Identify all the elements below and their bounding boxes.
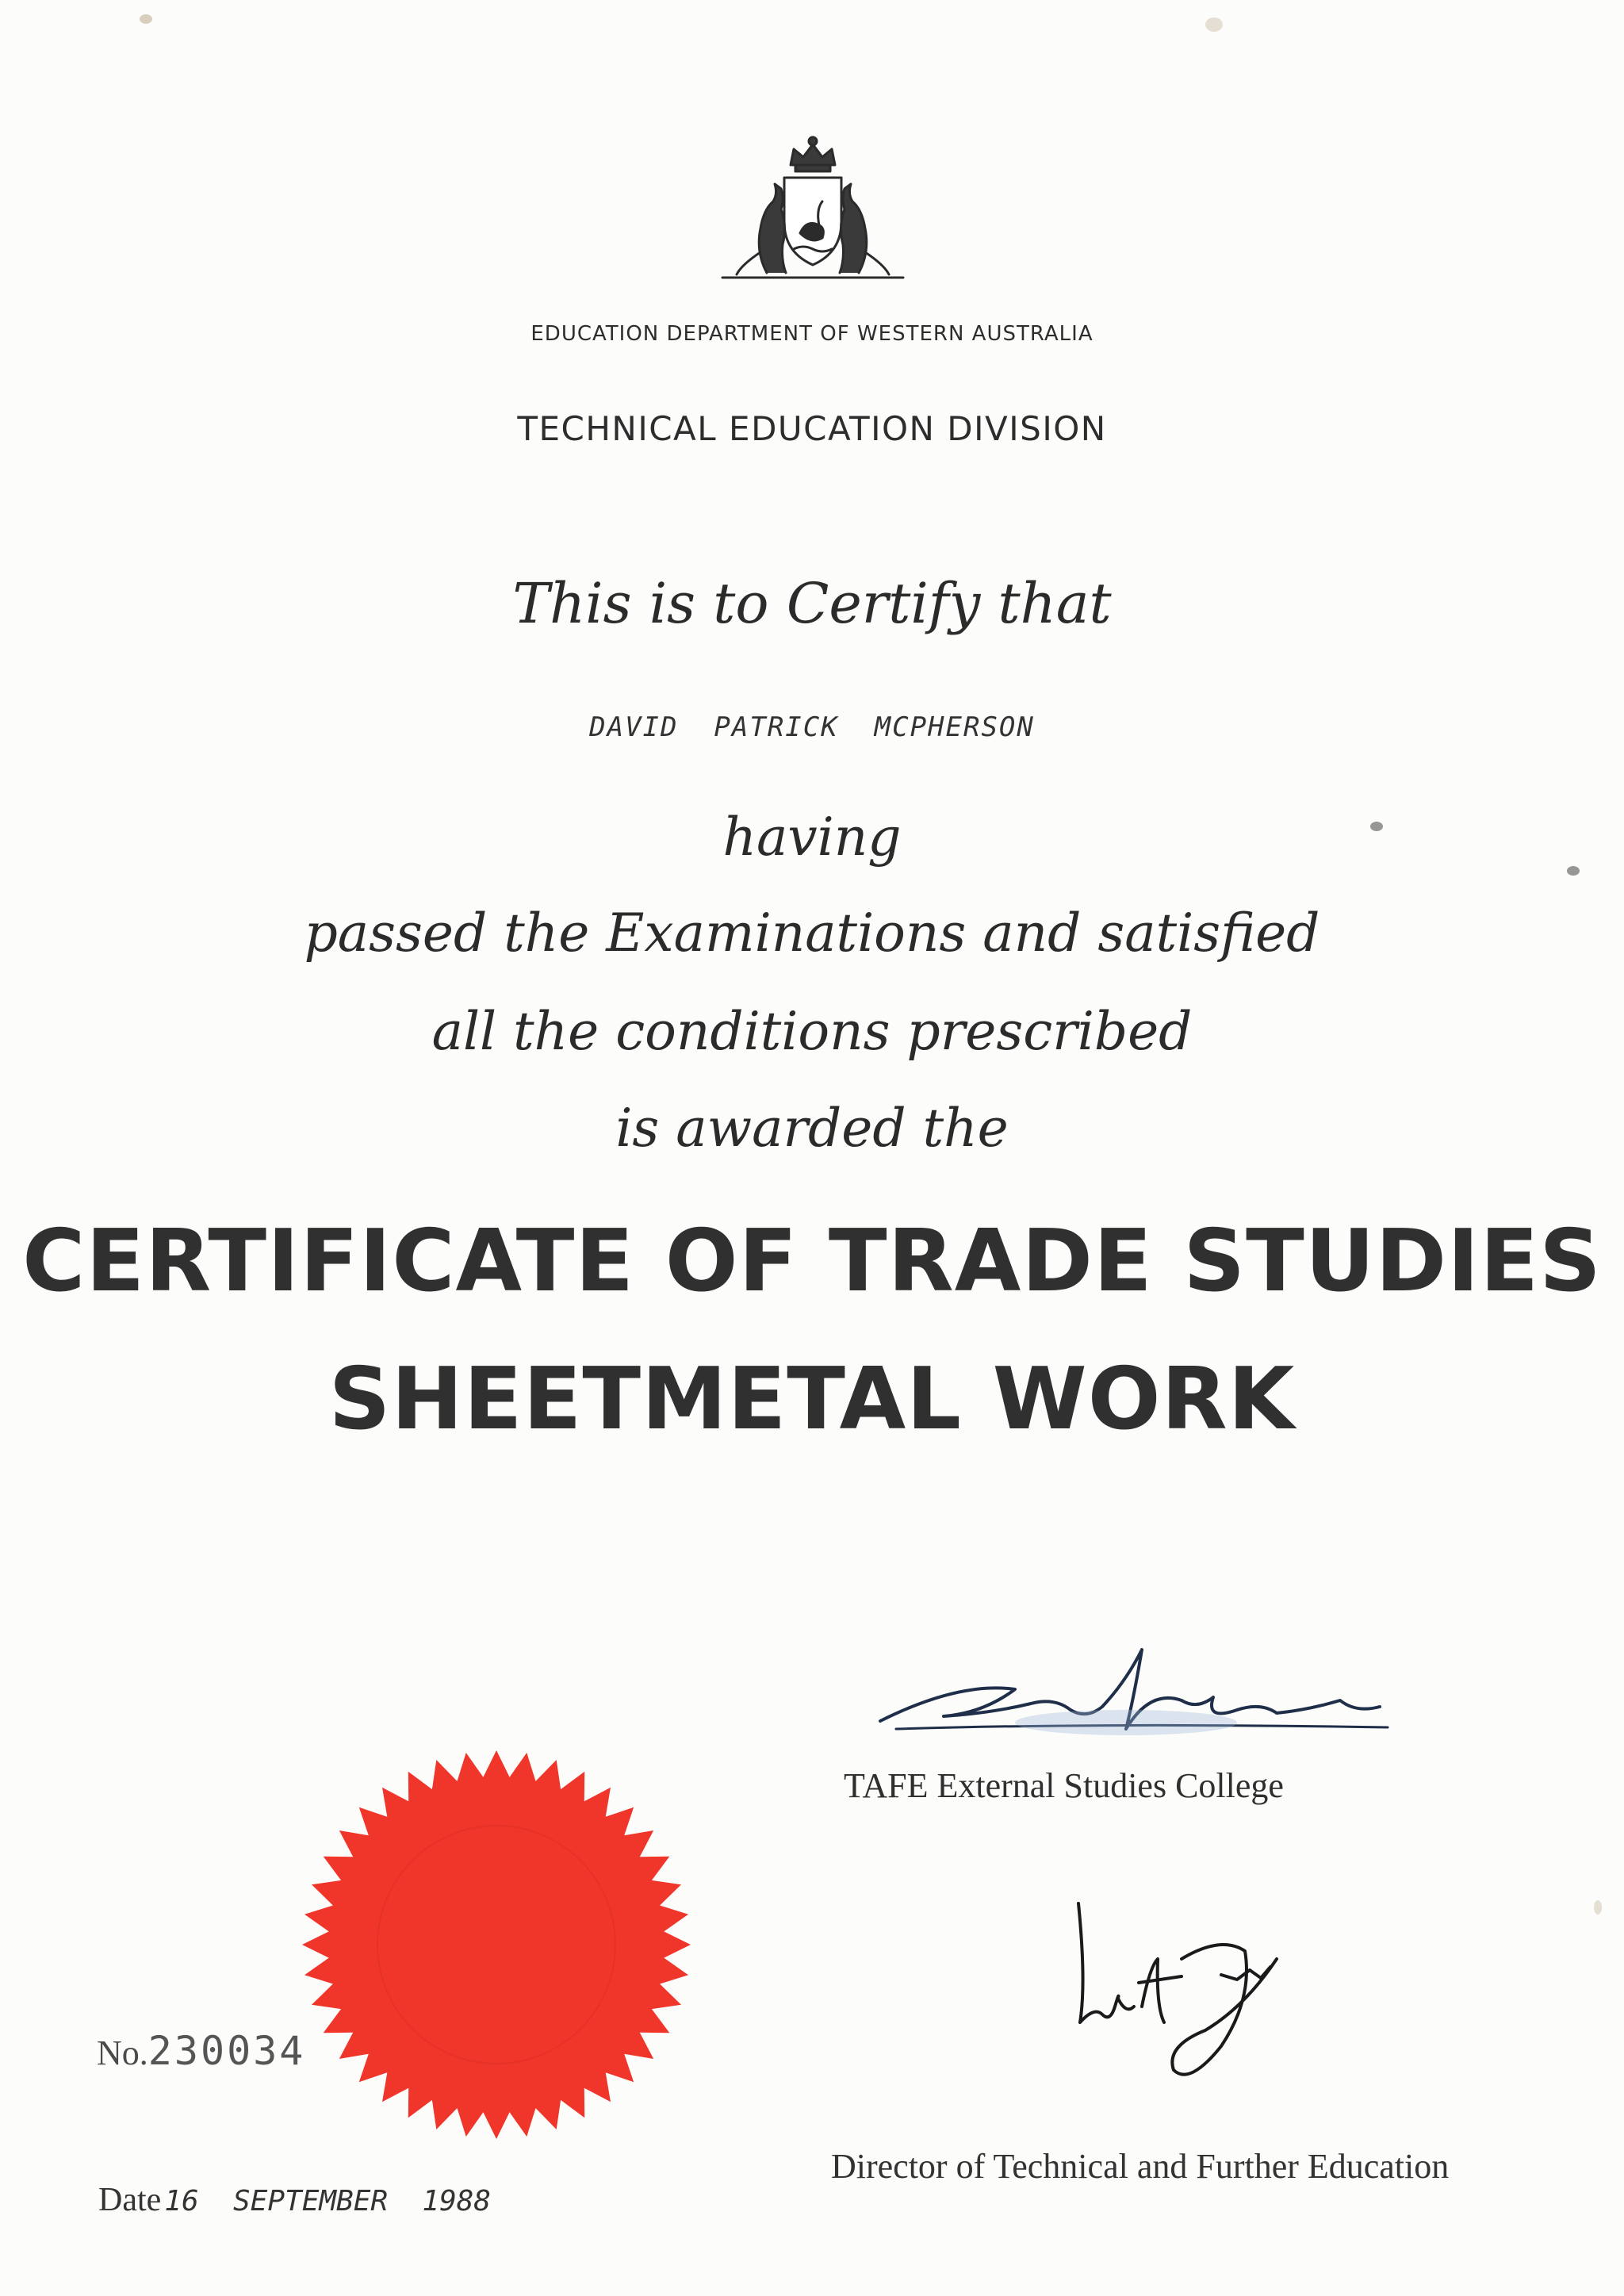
department-heading: EDUCATION DEPARTMENT OF WESTERN AUSTRALIA bbox=[530, 322, 1094, 346]
paper-speck bbox=[140, 14, 152, 24]
number-prefix: No. bbox=[97, 2033, 148, 2072]
director-signatory-label: Director of Technical and Further Education bbox=[831, 2147, 1450, 2186]
awarded-text: is awarded the bbox=[615, 1098, 1009, 1159]
director-signature bbox=[1063, 1888, 1316, 2110]
having-text: having bbox=[722, 807, 902, 868]
college-signatory-label: TAFE External Studies College bbox=[844, 1766, 1284, 1805]
conditions-text: all the conditions prescribed bbox=[431, 1001, 1193, 1062]
college-signature bbox=[864, 1634, 1404, 1753]
issue-date bbox=[98, 2181, 491, 2219]
date-value: 16 SEPTEMBER 1988 bbox=[164, 2185, 492, 2217]
certificate-number bbox=[97, 2028, 305, 2074]
date-label: Date bbox=[98, 2182, 162, 2218]
award-title: CERTIFICATE OF TRADE STUDIES bbox=[22, 1212, 1602, 1311]
passed-text: passed the Examinations and satisfied bbox=[304, 903, 1320, 964]
number-value: 230034 bbox=[147, 2028, 306, 2074]
paper-speck bbox=[1594, 1900, 1602, 1915]
recipient-name: DAVID PATRICK MCPHERSON bbox=[589, 711, 1035, 743]
coat-of-arms-crest bbox=[718, 133, 908, 284]
certify-statement: This is to Certify that bbox=[512, 571, 1112, 636]
division-heading: TECHNICAL EDUCATION DIVISION bbox=[517, 409, 1107, 448]
paper-speck bbox=[1205, 17, 1223, 32]
red-seal bbox=[298, 1746, 695, 2143]
trade-name: SHEETMETAL WORK bbox=[328, 1350, 1296, 1449]
